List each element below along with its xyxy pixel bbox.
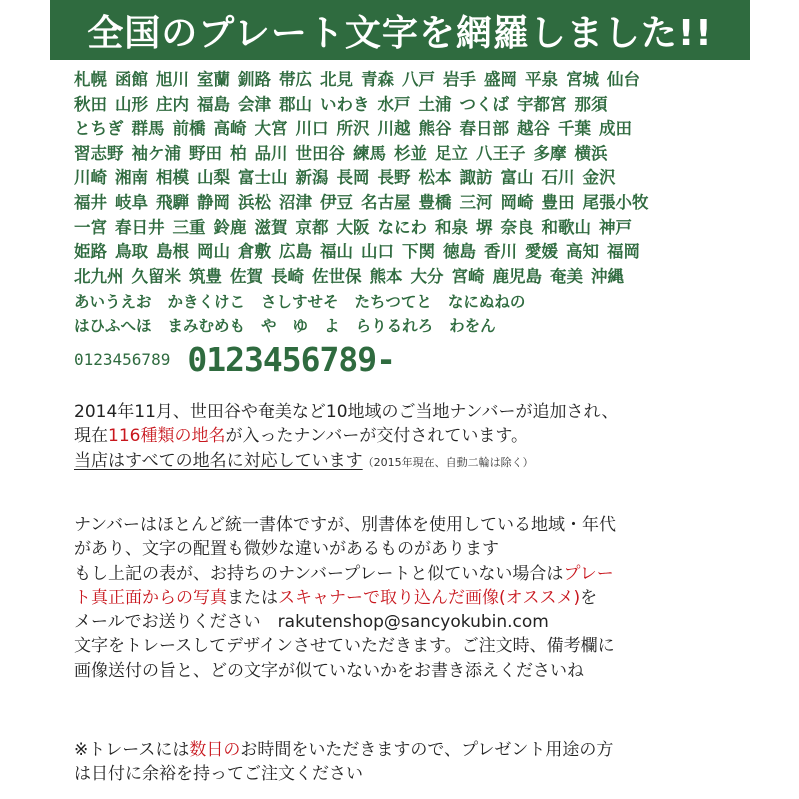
plate-name: 大阪 bbox=[336, 217, 370, 237]
plate-name: 岡崎 bbox=[500, 192, 534, 212]
plate-name: 越谷 bbox=[517, 119, 550, 139]
digits-small: 0123456789 bbox=[74, 350, 171, 369]
note-line-1 bbox=[74, 738, 754, 762]
hiragana-row-1 bbox=[74, 290, 541, 312]
instructions-paragraph bbox=[74, 513, 754, 683]
plate-name: 足立 bbox=[435, 143, 468, 163]
plate-name: 岡山 bbox=[197, 242, 230, 262]
plate-name: 庄内 bbox=[156, 94, 189, 114]
body-line-3 bbox=[74, 562, 754, 586]
plate-name: 福山 bbox=[320, 242, 353, 262]
note-line-1-text-b: お時間をいただきますので、プレゼント用途の方 bbox=[240, 740, 614, 760]
plate-name: 秋田 bbox=[74, 94, 107, 114]
plate-name: 群馬 bbox=[131, 119, 165, 139]
plate-name: 千葉 bbox=[558, 119, 591, 139]
plate-name: 釧路 bbox=[238, 70, 271, 89]
plate-name: なにわ bbox=[377, 217, 427, 237]
note-paragraph bbox=[74, 738, 754, 787]
plate-row bbox=[74, 240, 734, 265]
intro-line-3 bbox=[74, 449, 754, 475]
plate-name: 筑豊 bbox=[189, 266, 222, 286]
plate-row bbox=[74, 191, 734, 216]
plate-name: 和歌山 bbox=[541, 217, 591, 237]
plate-name: 春日部 bbox=[459, 119, 509, 139]
plate-name: 土浦 bbox=[418, 94, 452, 114]
plate-name: 堺 bbox=[476, 217, 493, 237]
body-line-4 bbox=[74, 586, 754, 610]
plate-name: 熊本 bbox=[369, 266, 403, 286]
plate-name: 会津 bbox=[238, 94, 271, 114]
kana-group: ゆ bbox=[292, 317, 309, 335]
kana-group: よ bbox=[324, 317, 340, 335]
plate-row bbox=[74, 265, 734, 290]
plate-name: 神戸 bbox=[599, 217, 632, 237]
plate-name: 仙台 bbox=[607, 70, 640, 89]
hiragana-row-2 bbox=[74, 314, 512, 336]
note-line-1-text-a: ※トレースには bbox=[74, 740, 190, 760]
body-highlight-photo-b: ト真正面からの写真 bbox=[74, 587, 227, 608]
kana-group: あいうえお bbox=[74, 293, 152, 311]
plate-name: 大分 bbox=[410, 266, 444, 286]
plate-name: 札幌 bbox=[74, 70, 107, 89]
plate-name: 柏 bbox=[230, 143, 247, 163]
plate-name: 鹿児島 bbox=[492, 266, 542, 286]
plate-name: 豊橋 bbox=[418, 192, 452, 212]
plate-name: 川崎 bbox=[74, 168, 107, 188]
plate-name: 八戸 bbox=[402, 70, 435, 89]
plate-name: 久留米 bbox=[131, 266, 181, 286]
plate-name: 新潟 bbox=[295, 168, 329, 188]
banner-title: 全国のプレート文字を網羅しました!! bbox=[87, 12, 713, 54]
plate-row bbox=[74, 93, 734, 118]
plate-name: 宮崎 bbox=[451, 266, 485, 286]
plate-name: 長岡 bbox=[336, 168, 370, 188]
plate-name: 世田谷 bbox=[295, 143, 345, 163]
plate-name: 沼津 bbox=[279, 192, 312, 212]
plate-row bbox=[74, 68, 734, 93]
kana-group: さしすせそ bbox=[261, 293, 339, 311]
support-all-statement: 当店はすべての地名に対応しています bbox=[74, 450, 363, 471]
plate-name: 鳥取 bbox=[115, 242, 148, 262]
plate-row bbox=[74, 117, 734, 142]
body-line-6: 文字をトレースしてデザインさせていただきます。ご注文時、備考欄に bbox=[74, 636, 615, 657]
plate-name: 北見 bbox=[320, 70, 353, 89]
plate-name: 鈴鹿 bbox=[213, 217, 247, 237]
plate-name: 豊田 bbox=[541, 192, 575, 212]
plate-name: 湘南 bbox=[115, 168, 148, 188]
plate-name: 島根 bbox=[156, 242, 189, 262]
plate-name: 平泉 bbox=[525, 70, 558, 89]
header-banner bbox=[50, 0, 750, 60]
plate-name: 伊豆 bbox=[320, 192, 353, 212]
body-line-1: ナンバーはほとんど統一書体ですが、別書体を使用している地域・年代 bbox=[74, 515, 616, 535]
plate-name: 名古屋 bbox=[361, 192, 411, 212]
plate-name: 横浜 bbox=[574, 143, 608, 163]
plate-name: 徳島 bbox=[443, 242, 476, 262]
plate-row bbox=[74, 166, 734, 191]
plate-name: 京都 bbox=[295, 217, 329, 237]
plate-name: 春日井 bbox=[115, 217, 165, 237]
plate-name: 広島 bbox=[279, 242, 312, 262]
plate-name: 奈良 bbox=[500, 217, 534, 237]
plate-name: 八王子 bbox=[476, 143, 526, 163]
plate-name: 佐世保 bbox=[312, 266, 362, 286]
intro-paragraph bbox=[74, 400, 754, 475]
body-line-2: があり、文字の配置も微妙な違いがあるものがあります bbox=[74, 539, 499, 560]
plate-name: 盛岡 bbox=[484, 70, 517, 89]
plate-name: 練馬 bbox=[353, 143, 386, 163]
intro-line-1: 2014年11月、世田谷や奄美など10地域のご当地ナンバーが追加され、 bbox=[74, 402, 619, 422]
plate-name: 愛媛 bbox=[525, 242, 558, 262]
plate-name: 相模 bbox=[156, 168, 189, 188]
plate-name: 浜松 bbox=[238, 192, 271, 212]
plate-name: 宮城 bbox=[566, 70, 599, 89]
plate-name: 高崎 bbox=[213, 119, 247, 139]
kana-group: はひふへほ bbox=[74, 317, 152, 335]
plate-name: 福島 bbox=[197, 94, 230, 114]
plate-name: 三重 bbox=[172, 217, 206, 237]
plate-name: 品川 bbox=[254, 143, 288, 163]
kana-group: なにぬねの bbox=[447, 293, 526, 311]
plate-name: 北九州 bbox=[74, 266, 124, 286]
plate-name: 福岡 bbox=[607, 242, 640, 262]
plate-name: 熊谷 bbox=[418, 119, 452, 139]
plate-name: 成田 bbox=[599, 119, 632, 139]
plate-name: 奄美 bbox=[550, 266, 583, 286]
body-line-5-email: メールでお送りください rakutenshop@sancyokubin.com bbox=[74, 612, 549, 633]
body-line-3-text: もし上記の表が、お持ちのナンバープレートと似ていない場合は bbox=[74, 563, 564, 584]
plate-name: 室蘭 bbox=[197, 70, 230, 89]
digits-large: 0123456789- bbox=[187, 340, 395, 379]
kana-group: や bbox=[261, 317, 277, 335]
plate-name: 長野 bbox=[377, 168, 411, 188]
plate-name: 飛騨 bbox=[156, 192, 189, 212]
plate-name: 旭川 bbox=[156, 70, 189, 89]
kana-group: かきくけこ bbox=[167, 293, 246, 311]
plate-name: 函館 bbox=[115, 70, 148, 89]
plate-name: 和泉 bbox=[435, 217, 468, 237]
plate-name: 静岡 bbox=[197, 192, 230, 212]
plate-name: 一宮 bbox=[74, 217, 107, 237]
kana-group: たちつてと bbox=[354, 293, 432, 311]
body-line-7: 画像送付の旨と、どの文字が似ていないかをお書き添えくださいね bbox=[74, 660, 584, 681]
plate-name: 下関 bbox=[402, 242, 435, 262]
plate-row bbox=[74, 216, 734, 241]
plate-name: 袖ケ浦 bbox=[131, 143, 181, 163]
plate-name: 松本 bbox=[418, 168, 452, 188]
body-line-4-text-a: または bbox=[227, 587, 278, 608]
plate-name: 山口 bbox=[361, 242, 394, 262]
plate-row bbox=[74, 142, 734, 167]
plate-name: 水戸 bbox=[377, 94, 411, 114]
plate-name: 大宮 bbox=[254, 119, 288, 139]
plate-name: つくば bbox=[459, 94, 509, 114]
plate-name: 山形 bbox=[115, 94, 148, 114]
support-note: （2015年現在、自動二輪は除く） bbox=[362, 455, 534, 469]
plate-name: 山梨 bbox=[197, 168, 230, 188]
plate-name: 杉並 bbox=[394, 143, 427, 163]
plate-name: 諏訪 bbox=[459, 168, 493, 188]
plate-name: 郡山 bbox=[279, 94, 312, 114]
plate-name: 福井 bbox=[74, 192, 107, 212]
plate-name: 富士山 bbox=[238, 168, 288, 188]
plate-name: 金沢 bbox=[582, 168, 616, 188]
plate-name: 高知 bbox=[566, 242, 599, 262]
plate-name: 石川 bbox=[541, 168, 575, 188]
plate-name: 那須 bbox=[574, 94, 608, 114]
plate-name: 帯広 bbox=[279, 70, 312, 89]
plate-name: とちぎ bbox=[74, 119, 124, 139]
plate-name: 香川 bbox=[484, 242, 517, 262]
plate-name: 沖縄 bbox=[591, 266, 624, 286]
note-highlight-days: 数日の bbox=[189, 740, 241, 760]
plate-name: 青森 bbox=[361, 70, 394, 89]
intro-highlight-116: 116種類の地名 bbox=[108, 426, 226, 447]
digits-row bbox=[74, 340, 395, 379]
plate-name-list bbox=[74, 68, 734, 289]
plate-name: 川越 bbox=[377, 119, 411, 139]
plate-name: 三河 bbox=[459, 192, 493, 212]
kana-group: わをん bbox=[449, 317, 496, 335]
plate-name: 姫路 bbox=[74, 242, 107, 262]
body-highlight-photo-a: プレー bbox=[563, 563, 614, 584]
plate-name: 前橋 bbox=[172, 119, 206, 139]
plate-name: 多摩 bbox=[533, 143, 567, 163]
intro-line-2-text-b: が入ったナンバーが交付されています。 bbox=[225, 426, 529, 447]
intro-line-2 bbox=[74, 424, 754, 448]
plate-name: 滋賀 bbox=[254, 217, 288, 237]
note-line-2: は日付に余裕を持ってご注文ください bbox=[74, 764, 363, 785]
plate-name: 尾張小牧 bbox=[582, 192, 649, 212]
plate-name: 岐阜 bbox=[115, 192, 148, 212]
plate-name: 野田 bbox=[189, 143, 222, 163]
plate-name: 倉敷 bbox=[238, 242, 271, 262]
plate-name: 習志野 bbox=[74, 143, 124, 163]
intro-line-2-text-a: 現在 bbox=[74, 426, 108, 447]
kana-group: らりるれろ bbox=[355, 317, 434, 335]
plate-name: 長崎 bbox=[271, 266, 304, 286]
plate-name: 宇都宮 bbox=[517, 94, 567, 114]
plate-name: 富山 bbox=[500, 168, 534, 188]
body-highlight-scanner: スキャナーで取り込んだ画像(オススメ) bbox=[278, 587, 581, 608]
plate-name: いわき bbox=[320, 94, 370, 114]
body-line-4-text-b: を bbox=[580, 587, 598, 608]
plate-name: 岩手 bbox=[443, 70, 476, 89]
plate-name: 佐賀 bbox=[230, 266, 263, 286]
kana-group: まみむめも bbox=[167, 317, 246, 335]
plate-name: 所沢 bbox=[336, 119, 370, 139]
plate-name: 川口 bbox=[295, 119, 329, 139]
